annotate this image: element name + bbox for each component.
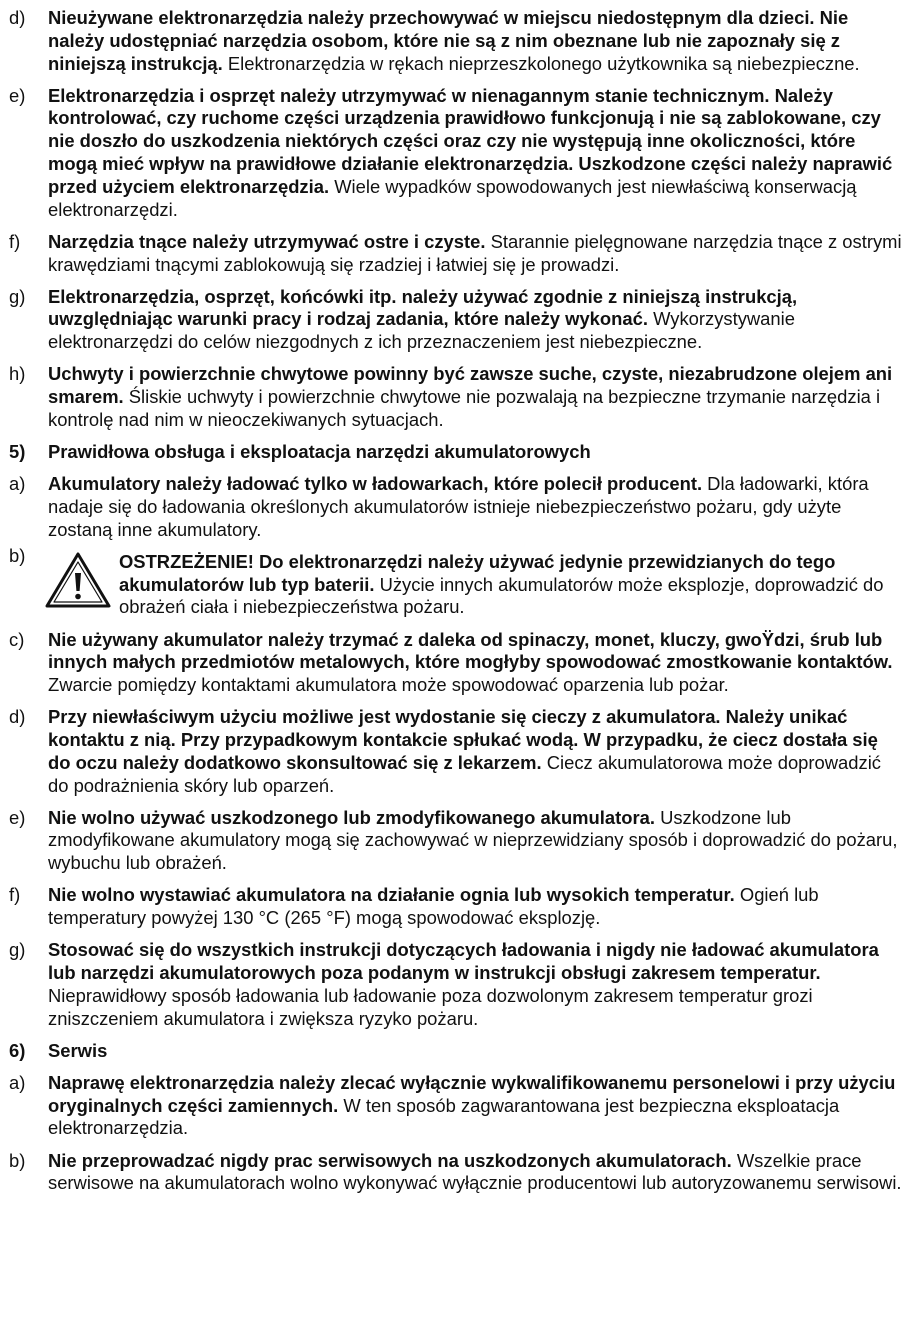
item-text [48,231,902,275]
item-text [48,1072,895,1139]
item-marker: e) [9,806,26,828]
item-normal-text: Uszkodzone lub zmodyfikowane akumulatory mogą się zachowywać w nieprzewidziany sposób i doprowadzić do pożaru, wybuchu lub obrażeń. [48,806,898,874]
item-bold-text: Elektronarzędzia, osprzęt, końcówki itp. należy używać zgodnie z niniejszą instrukcją, uwzględniając warunki pracy i rodzaj zadania, które należy wykonać. [48,285,798,330]
item-marker: e) [9,84,26,106]
item-marker: f) [9,884,21,906]
item-bold-text: OSTRZEŻENIE! Do elektronarzędzi należy używać jedynie przewidzianych do tego akumulatorów lub typ baterii. [119,550,836,595]
item-marker: b) [9,1149,26,1171]
list-item [0,85,916,222]
item-text [48,473,869,540]
item-bold-text: Nie używany akumulator należy trzymać z daleka od spinaczy, monet, kluczy, gwoŸdzi, śrub lub innych małych przedmiotów metalowych, które mogłyby spowodować zmostkowanie kontaktów. [48,628,893,673]
item-normal-text: Starannie pielęgnowane narzędzia tnące z ostrymi krawędziami tnącymi zablokowują się rzadziej i łatwiej się je prowadzi. [48,230,902,275]
item-text [48,363,892,430]
item-normal-text: W ten sposób zagwarantowana jest bezpieczna eksploatacja elektronarzędzia. [48,1094,840,1139]
item-bold-text: Przy niewłaściwym użyciu możliwe jest wydostanie się cieczy z akumulatora. Należy unikać kontaktu z nią. Przy przypadkowym kontakcie spłukać wodą. W przypadku, że ciecz dostała się do oczu należy dodatkowo skonsultować się z lekarzem. [48,706,878,773]
item-text [48,807,897,874]
item-marker: 5) [9,441,26,463]
item-marker: f) [9,230,21,252]
list-item [0,706,916,797]
item-bold-text: Akumulatory należy ładować tylko w ładowarkach, które polecił producent. [48,473,703,495]
item-marker: g) [9,285,26,307]
item-normal-text: Wszelkie prace serwisowe na akumulatorach wolno wykonywać wyłącznie producentowi lub autoryzowanemu serwisowi. [48,1149,902,1194]
list-item [0,1150,916,1196]
list-item [0,884,916,930]
item-normal-text: Dla ładowarki, która nadaje się do ładowania określonych akumulatorów istnieje niebezpieczeństwo pożaru, gdy użyte zostaną inne akumulatory. [48,473,869,540]
item-text [48,1040,107,1061]
item-bold-text: Nie przeprowadzać nigdy prac serwisowych na uszkodzonych akumulatorach. [48,1149,732,1171]
list-item [0,286,916,354]
item-bold-text: Nieużywane elektronarzędzia należy przechowywać w miejscu niedostępnym dla dzieci. Nie należy udostępniać narzędzia osobom, które nie są z nim obeznane lub nie zapoznały się z niniejszą instrukcją. [48,7,849,74]
item-normal-text: Śliskie uchwyty i powierzchnie chwytowe nie pozwalają na bezpieczne trzymanie narzędzia i kontrolę nad nim w nieoczekiwanych sytuacjach. [48,386,881,430]
item-text [48,286,797,353]
item-normal-text: Nieprawidłowy sposób ładowania lub ładowanie poza dozwolonym zakresem temperatur grozi zniszczeniem akumulatora i zwiększa ryzyko pożaru. [48,984,813,1029]
section-heading [0,1040,916,1063]
document-body [0,7,916,1204]
item-marker: h) [9,363,26,385]
item-bold-text: Nie wolno wystawiać akumulatora na działanie ognia lub wysokich temperatur. [48,884,735,906]
item-normal-text: Ciecz akumulatorowa może doprowadzić do podrażnienia skóry lub oparzeń. [48,751,881,796]
item-bold-text: Prawidłowa obsługa i eksploatacja narzędzi akumulatorowych [48,441,591,463]
item-bold-text: Nie wolno używać uszkodzonego lub zmodyfikowanego akumulatora. [48,806,655,828]
item-bold-text: Stosować się do wszystkich instrukcji dotyczących ładowania i nigdy nie ładować akumulatora lub narzędzi akumulatorowych poza podanym w instrukcji obsługi zakresem temperatur. [48,939,879,984]
item-text [48,706,881,795]
list-item [0,7,916,75]
item-normal-text: Wykorzystywanie elektronarzędzi do celów niezgodnych z ich przeznaczeniem jest niebezpieczne. [48,308,795,353]
item-marker: d) [9,7,26,28]
list-item [0,363,916,431]
item-text [48,7,860,74]
item-normal-text: Wiele wypadków spowodowanych jest niewłaściwą konserwacją elektronarzędzi. [48,175,857,220]
item-normal-text: Ogień lub temperatury powyżej 130 °C (265 °F) mogą spowodować eksplozję. [48,884,819,929]
item-marker: g) [9,939,26,961]
item-text [48,1150,902,1194]
list-item [0,544,916,619]
list-item [0,807,916,875]
item-text [48,884,819,928]
item-text [48,441,591,462]
item-text [48,939,879,1028]
list-item [0,629,916,697]
section-heading [0,441,916,464]
item-text [48,629,892,696]
item-normal-text: Zwarcie pomiędzy kontaktami akumulatora może spowodować oparzenia lub pożar. [48,674,729,696]
item-text [119,551,884,618]
item-normal-text: Elektronarzędzia w rękach nieprzeszkolonego użytkownika są niebezpieczne. [222,52,860,74]
item-bold-text: Uchwyty i powierzchnie chwytowe powinny być zawsze suche, czyste, niezabrudzone olejem ani smarem. [48,363,893,408]
item-normal-text: Użycie innych akumulatorów może eksplozje, doprowadzić do obrażeń ciała i niebezpieczeństwa pożaru. [119,573,884,618]
item-marker: a) [9,1071,26,1093]
item-bold-text: Narzędzia tnące należy utrzymywać ostre i czyste. [48,230,486,252]
item-bold-text: Naprawę elektronarzędzia należy zlecać wyłącznie wykwalifikowanemu personelowi i przy użyciu oryginalnych części zamiennych. [48,1071,896,1116]
item-marker: b) [9,544,26,566]
list-item [0,1072,916,1140]
item-text [48,85,892,220]
list-item [0,473,916,541]
list-item [0,231,916,277]
item-bold-text: Elektronarzędzia i osprzęt należy utrzymywać w nienagannym stanie technicznym. Należy kontrolować, czy ruchome części urządzenia prawidłowo funkcjonują i nie są zablokowane, czy nie doszło do uszkodzenia niektórych części oraz czy nie występują inne okoliczności, które mogą mieć wpływ na prawidłowe działanie elektronarzędzia. Uszkodzone części należy naprawić przed użyciem elektronarzędzia. [48,84,893,197]
item-marker: d) [9,706,26,728]
item-marker: 6) [9,1039,26,1061]
item-marker: a) [9,473,26,495]
warning-triangle-icon [44,551,112,609]
item-bold-text: Serwis [48,1039,108,1061]
list-item [0,939,916,1030]
item-marker: c) [9,628,25,650]
